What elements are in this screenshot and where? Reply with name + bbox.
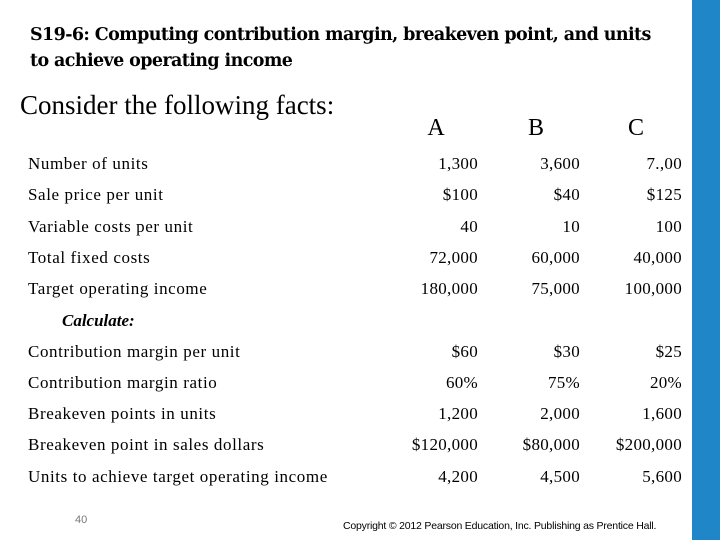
value-a: 40 [460, 217, 478, 236]
calculate-heading: Calculate: [62, 311, 135, 330]
value-a: 1,300 [438, 154, 478, 173]
value-b: 60,000 [531, 248, 580, 267]
blue-sidebar-accent [692, 0, 720, 540]
slide-number: 40 [75, 514, 88, 526]
row-label: Units to achieve target operating income [28, 467, 328, 486]
row-label: Breakeven points in units [28, 404, 217, 423]
column-header-c: C [627, 115, 644, 141]
value-a: 60% [445, 373, 478, 392]
value-a: 72,000 [429, 248, 478, 267]
intro-text: Consider the following facts: [20, 90, 335, 120]
row-label: Target operating income [28, 279, 208, 298]
value-b: 3,600 [540, 154, 580, 173]
row-label: Number of units [28, 154, 149, 173]
value-a: 1,200 [438, 404, 478, 423]
value-b: 75% [547, 373, 580, 392]
value-c: 1,600 [642, 404, 682, 423]
value-c: $25 [655, 342, 682, 361]
column-header-b: B [527, 115, 544, 141]
value-c: 7.,00 [646, 154, 682, 173]
row-label: Variable costs per unit [28, 217, 194, 236]
fact-row-total-fixed-costs [0, 246, 700, 270]
result-row-breakeven-sales-dollars [0, 433, 700, 457]
row-label: Sale price per unit [28, 185, 164, 204]
value-b: 75,000 [531, 279, 580, 298]
value-b: $30 [553, 342, 580, 361]
result-row-breakeven-units [0, 402, 700, 426]
value-b: 10 [562, 217, 580, 236]
value-a: 180,000 [420, 279, 478, 298]
value-a: 4,200 [438, 467, 478, 486]
row-label: Contribution margin ratio [28, 373, 218, 392]
fact-row-variable-costs [0, 215, 700, 239]
result-row-cm-ratio [0, 371, 700, 395]
value-a: $120,000 [411, 435, 478, 454]
value-c: 20% [649, 373, 682, 392]
value-b: $40 [553, 185, 580, 204]
row-label: Contribution margin per unit [28, 342, 241, 361]
value-b: 2,000 [540, 404, 580, 423]
fact-row-number-of-units [0, 152, 700, 176]
copyright-notice: Copyright © 2012 Pearson Education, Inc. Publishing as Prentice Hall. [343, 520, 657, 532]
result-row-cm-per-unit [0, 340, 700, 364]
value-c: 40,000 [633, 248, 682, 267]
slide-title: S19-6: Computing contribution margin, breakeven point, and units to achieve operating income [30, 25, 651, 71]
value-a: $100 [442, 185, 478, 204]
row-label: Total fixed costs [28, 248, 151, 267]
value-b: $80,000 [522, 435, 580, 454]
row-label: Breakeven point in sales dollars [28, 435, 265, 454]
column-header-a: A [427, 115, 445, 141]
fact-row-target-operating-income [0, 277, 700, 301]
value-c: $125 [646, 185, 682, 204]
result-row-units-target-income [0, 465, 700, 489]
fact-row-sale-price [0, 183, 700, 207]
value-c: 5,600 [642, 467, 682, 486]
value-b: 4,500 [540, 467, 580, 486]
value-a: $60 [451, 342, 478, 361]
value-c: $200,000 [615, 435, 682, 454]
value-c: 100,000 [624, 279, 682, 298]
value-c: 100 [655, 217, 682, 236]
